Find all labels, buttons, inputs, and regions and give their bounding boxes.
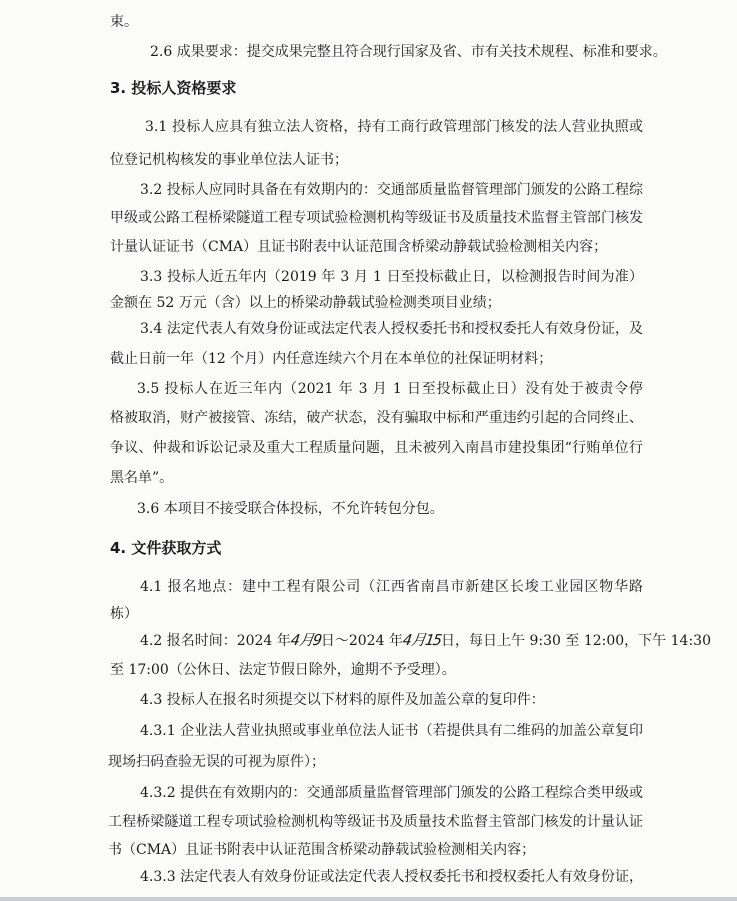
text-line: 位登记机构核发的事业单位法人证书； <box>110 152 348 168</box>
text-line: 束。 <box>110 14 138 30</box>
text-line: 4.3.1 企业法人营业执照或事业单位法人证书（若提供具有二维码的加盖公章复印 <box>140 723 643 739</box>
text-line: 4.3 投标人在报名时须提交以下材料的原件及加盖公章的复印件： <box>140 692 545 708</box>
text-line: 3.6 本项目不接受联合体投标，不允许转包分包。 <box>137 501 444 517</box>
text-line: 格被取消，财产被接管、冻结，破产状态，没有骗取中标和严重违约引起的合同终止、 <box>110 410 643 426</box>
text-line: 4.1 报名地点：建中工程有限公司（江西省南昌市新建区长埈工业园区物华路 <box>140 579 643 595</box>
text-line: 3.4 法定代表人有效身份证或法定代表人授权委托书和授权委托人有效身份证，及 <box>140 321 643 337</box>
text-line: 书（CMA）且证书附表中认证范围含桥梁动静载试验检测相关内容； <box>108 842 536 858</box>
text-line: 争议、仲裁和诉讼记录及重大工程质量问题，且未被列入南昌市建投集团“行贿单位行 <box>110 440 643 456</box>
text-line: 截止日前一年（12 个月）内任意连续六个月在本单位的社保证明材料； <box>110 351 553 367</box>
text-line: 3.2 投标人应同时具备在有效期内的：交通部质量监督管理部门颁发的公路工程综 <box>140 182 643 198</box>
text-line: 现场扫码查验无误的可视为原件）； <box>108 754 325 770</box>
section-heading-4: 4. 文件获取方式 <box>110 539 222 557</box>
text-line: 计量认证证书（CMA）且证书附表中认证范围含桥梁动静载试验检测相关内容； <box>110 239 608 255</box>
text-line: 栋） <box>110 606 138 622</box>
text-line: 工程桥梁隧道工程专项试验检测机构等级证书及质量技术监督主管部门核发的计量认证 <box>108 814 643 830</box>
text-line: 金额在 52 万元（含）以上的桥梁动静载试验检测类项目业绩； <box>110 295 501 311</box>
text-line: 甲级或公路工程桥梁隧道工程专项试验检测机构等级证书及质量技术监督主管部门核发 <box>110 210 643 226</box>
section-heading-3: 3. 投标人资格要求 <box>110 79 237 97</box>
text-segment: 日～2024 年 <box>320 633 403 649</box>
handwritten-date-end: 4月15 <box>401 631 443 649</box>
text-line: 黑名单”。 <box>110 470 174 486</box>
text-line: 3.5 投标人在近三年内（2021 年 3 月 1 日至投标截止日）没有处于被责令停 <box>137 381 643 397</box>
text-segment: 日，每日上午 9:30 至 12:00，下午 14:30 <box>441 633 711 649</box>
text-line: 4.3.3 法定代表人有效身份证或法定代表人授权委托书和授权委托人有效身份证， <box>140 869 643 885</box>
handwritten-date-start: 4月9 <box>289 631 323 649</box>
text-line: 3.3 投标人近五年内（2019 年 3 月 1 日至投标截止日，以检测报告时间为准） <box>140 269 643 285</box>
text-line: 3.1 投标人应具有独立法人资格，持有工商行政管理部门核发的法人营业执照或 <box>145 119 643 135</box>
text-line: 4.3.2 提供在有效期内的：交通部质量监督管理部门颁发的公路工程综合类甲级或 <box>140 785 643 801</box>
bottom-edge-bar <box>0 897 737 901</box>
text-segment: 4.2 报名时间：2024 年 <box>140 633 291 649</box>
registration-time-line <box>140 631 711 650</box>
text-line: 2.6 成果要求：提交成果完整且符合现行国家及省、市有关技术规程、标准和要求。 <box>150 44 667 60</box>
text-line: 至 17:00（公休日、法定节假日除外，逾期不予受理）。 <box>110 662 456 678</box>
